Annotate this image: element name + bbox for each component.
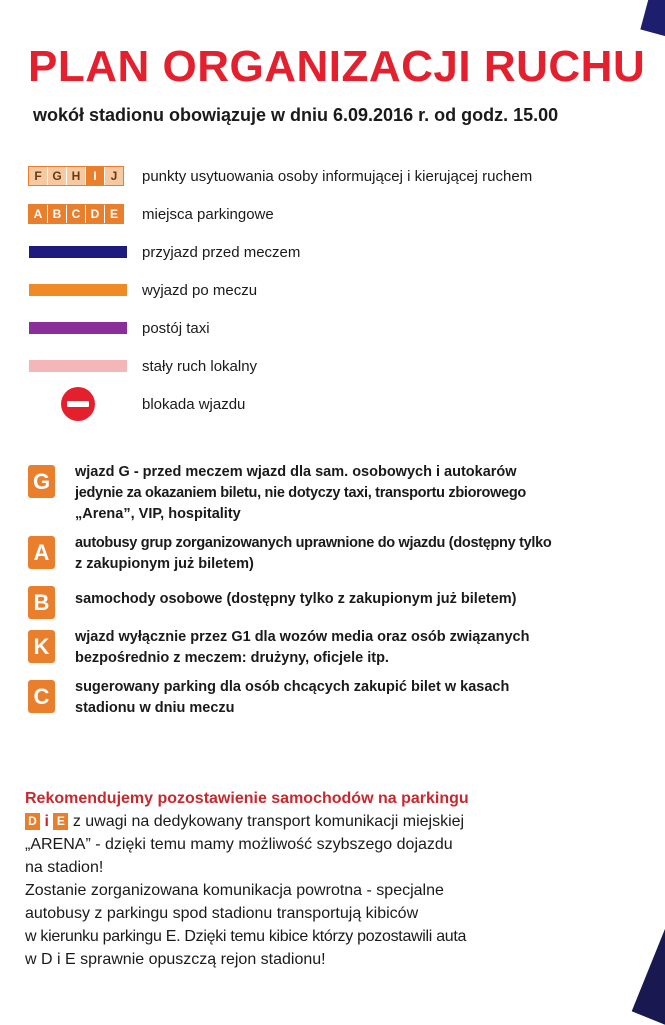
entry-badge: C	[28, 680, 55, 713]
entry-text	[75, 627, 529, 669]
parking-letter-strip	[28, 204, 124, 224]
legend-label: postój taxi	[142, 319, 210, 337]
letter-cell: F	[29, 167, 48, 185]
local-traffic-line-swatch	[29, 360, 127, 372]
entry-line: samochody osobowe (dostępny tylko z zakupionym już biletem)	[75, 591, 517, 607]
legend-row-parking	[28, 195, 648, 233]
letter-cell: D	[86, 205, 105, 223]
legend-label: miejsca parkingowe	[142, 205, 274, 223]
no-entry-icon	[61, 387, 95, 421]
departure-line-swatch	[29, 284, 127, 296]
entry-line: bezpośrednio z meczem: drużyny, oficjele itp.	[75, 650, 389, 666]
entry-line: „Arena”, VIP, hospitality	[75, 506, 241, 522]
entry-badge: B	[28, 586, 55, 619]
entry-badge: G	[28, 465, 55, 498]
legend-row-blockade	[28, 385, 648, 423]
letter-cell: G	[48, 167, 67, 185]
recommendation-line: w kierunku parkingu E. Dzięki temu kibice którzy pozostawili auta	[25, 928, 467, 945]
recommendation-text: z uwagi na dedykowany transport komunikacji miejskiej	[72, 813, 465, 830]
entry-line: jedynie za okazaniem biletu, nie dotyczy taxi, transportu zbiorowego	[75, 485, 526, 501]
entry-text	[75, 677, 509, 719]
entry-list	[28, 462, 648, 727]
entry-line: wjazd G - przed meczem wjazd dla sam. osobowych i autokarów	[75, 464, 517, 480]
recommendation-line	[25, 810, 643, 833]
recommendation-line: w D i E sprawnie opuszczą rejon stadionu!	[25, 951, 326, 968]
page-subtitle: wokół stadionu obowiązuje w dniu 6.09.2016 r. od godz. 15.00	[33, 105, 559, 125]
legend-row-arrival	[28, 233, 648, 271]
recommendation-line: autobusy z parkingu spod stadionu transportują kibiców	[25, 905, 419, 922]
entry-badge: A	[28, 536, 55, 569]
entry-text	[75, 533, 551, 575]
letter-cell: B	[48, 205, 67, 223]
arrival-line-swatch	[29, 246, 127, 258]
letter-cell: H	[67, 167, 86, 185]
entry-text	[75, 583, 517, 610]
recommendation-line: Zostanie zorganizowana komunikacja powrotna - specjalne	[25, 882, 444, 899]
parking-d-badge: D	[25, 813, 40, 830]
legend-row-departure	[28, 271, 648, 309]
conjunction: i	[44, 813, 49, 830]
entry-line: wjazd wyłącznie przez G1 dla wozów media oraz osób związanych	[75, 629, 530, 645]
recommendation-heading: Rekomendujemy pozostawienie samochodów na parkingu	[25, 790, 469, 807]
recommendation-paragraph	[25, 787, 643, 971]
entry-line: stadionu w dniu meczu	[75, 700, 235, 716]
entry-badge: K	[28, 630, 55, 663]
entry-text	[75, 462, 526, 525]
legend-row-local-traffic	[28, 347, 648, 385]
list-item	[28, 627, 648, 669]
letter-cell: I	[86, 167, 105, 185]
letter-cell: E	[105, 205, 123, 223]
letter-cell: C	[67, 205, 86, 223]
legend	[28, 157, 648, 423]
letter-cell: A	[29, 205, 48, 223]
legend-label: stały ruch lokalny	[142, 357, 258, 375]
list-item	[28, 533, 648, 575]
legend-label: wyjazd po meczu	[142, 281, 258, 299]
page-title: PLAN ORGANIZACJI RUCHU	[28, 42, 646, 91]
legend-label: przyjazd przed meczem	[142, 243, 301, 261]
legend-row-taxi	[28, 309, 648, 347]
info-points-letter-strip	[28, 166, 124, 186]
letter-cell: J	[105, 167, 123, 185]
entry-line: z zakupionym już biletem)	[75, 556, 254, 572]
legend-label: blokada wjazdu	[142, 395, 246, 413]
parking-e-badge: E	[53, 813, 68, 830]
list-item	[28, 583, 648, 619]
legend-row-info-points	[28, 157, 648, 195]
legend-label: punkty usytuowania osoby informującej i kierującej ruchem	[142, 167, 533, 185]
recommendation-line: na stadion!	[25, 859, 104, 876]
recommendation-line: „ARENA” - dzięki temu mamy możliwość szybszego dojazdu	[25, 836, 453, 853]
corner-decoration	[640, 0, 665, 37]
entry-line: autobusy grup zorganizowanych uprawnione do wjazdu (dostępny tylko	[75, 535, 552, 551]
list-item	[28, 677, 648, 719]
list-item	[28, 462, 648, 525]
entry-line: sugerowany parking dla osób chcących zakupić bilet w kasach	[75, 679, 510, 695]
taxi-line-swatch	[29, 322, 127, 334]
